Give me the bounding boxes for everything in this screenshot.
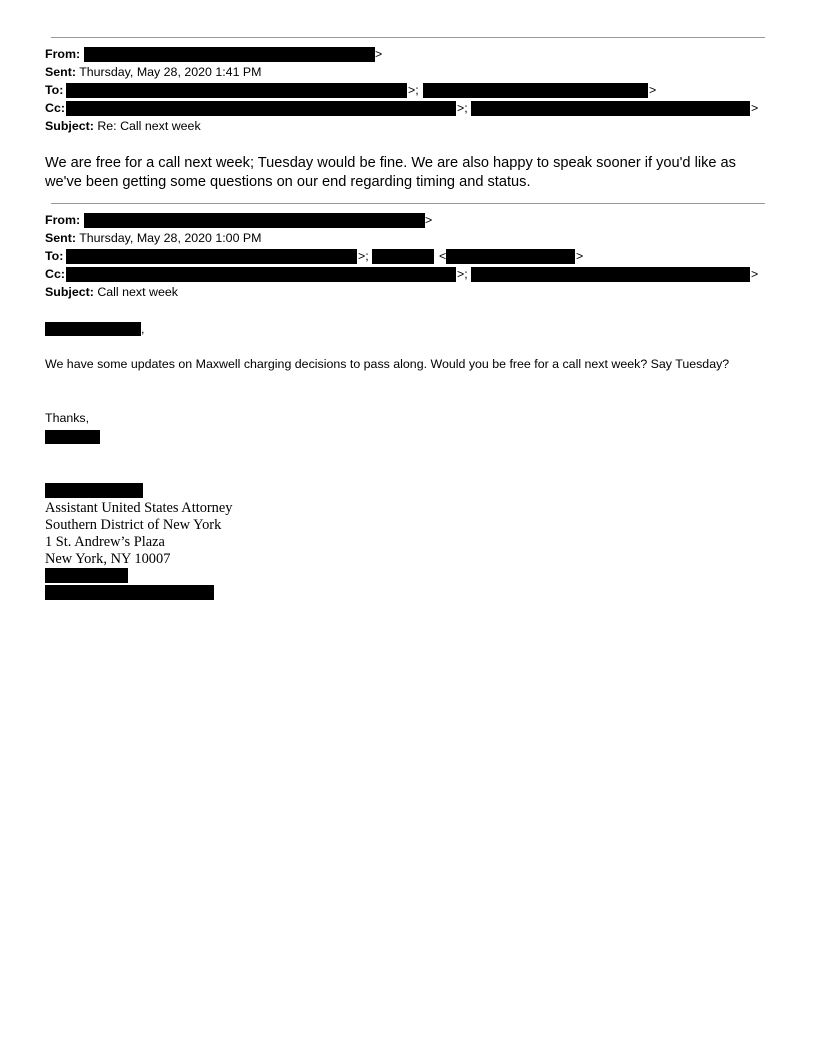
email1-cc-line bbox=[45, 99, 65, 117]
redaction-block bbox=[84, 47, 375, 62]
redaction-block bbox=[84, 213, 425, 228]
subject-value: Call next week bbox=[97, 285, 178, 299]
email2-sent-line bbox=[45, 229, 262, 247]
redaction-block bbox=[66, 83, 407, 98]
from-suffix: > bbox=[375, 47, 383, 61]
from-suffix: > bbox=[425, 213, 433, 227]
top-divider bbox=[51, 37, 765, 38]
redaction-block bbox=[446, 249, 575, 264]
email2-subject-line bbox=[45, 283, 178, 301]
to-separator: > bbox=[649, 83, 657, 97]
message-divider bbox=[51, 203, 765, 204]
email1-subject-line bbox=[45, 117, 201, 135]
to-separator: > bbox=[576, 249, 584, 263]
to-separator: < bbox=[439, 249, 447, 263]
cc-separator: >; bbox=[457, 101, 468, 115]
subject-label: Subject: bbox=[45, 119, 94, 133]
cc-label: Cc: bbox=[45, 267, 65, 281]
email2-to-line bbox=[45, 247, 63, 265]
subject-label: Subject: bbox=[45, 285, 94, 299]
cc-label: Cc: bbox=[45, 101, 65, 115]
redaction-block bbox=[471, 101, 750, 116]
signature-office: Southern District of New York bbox=[45, 517, 222, 533]
redaction-block bbox=[423, 83, 648, 98]
subject-value: Re: Call next week bbox=[97, 119, 201, 133]
greeting-comma: , bbox=[141, 322, 145, 336]
redaction-block bbox=[471, 267, 750, 282]
cc-separator: >; bbox=[457, 267, 468, 281]
email1-body: We are free for a call next week; Tuesday would be fine. We are also happy to speak sooner if you'd like as we've been getting some questions on our end regarding timing and status. bbox=[45, 155, 736, 190]
cc-separator: > bbox=[751, 267, 759, 281]
email2-cc-line bbox=[45, 265, 65, 283]
signature-address1: 1 St. Andrew’s Plaza bbox=[45, 534, 165, 550]
redaction-block bbox=[45, 568, 128, 583]
redaction-block bbox=[45, 430, 100, 444]
to-separator: >; bbox=[408, 83, 419, 97]
to-separator: >; bbox=[358, 249, 369, 263]
to-label: To: bbox=[45, 83, 64, 97]
redaction-block bbox=[66, 249, 357, 264]
email1-to-line bbox=[45, 81, 63, 99]
sent-value: Thursday, May 28, 2020 1:00 PM bbox=[79, 231, 262, 245]
signature-address2: New York, NY 10007 bbox=[45, 551, 171, 567]
email2-from-line bbox=[45, 211, 80, 229]
cc-separator: > bbox=[751, 101, 759, 115]
redaction-block bbox=[66, 101, 456, 116]
from-label: From: bbox=[45, 213, 81, 227]
sent-label: Sent: bbox=[45, 65, 76, 79]
to-label: To: bbox=[45, 249, 64, 263]
redaction-block bbox=[45, 322, 141, 336]
email2-closing: Thanks, bbox=[45, 411, 90, 425]
sent-value: Thursday, May 28, 2020 1:41 PM bbox=[79, 65, 262, 79]
signature-title: Assistant United States Attorney bbox=[45, 500, 233, 516]
email1-from-line bbox=[45, 45, 80, 63]
redaction-block bbox=[372, 249, 434, 264]
email1-sent-line bbox=[45, 63, 262, 81]
redaction-block bbox=[66, 267, 456, 282]
redaction-block bbox=[45, 483, 143, 498]
from-label: From: bbox=[45, 47, 81, 61]
redaction-block bbox=[45, 585, 214, 600]
sent-label: Sent: bbox=[45, 231, 76, 245]
email2-body: We have some updates on Maxwell charging decisions to pass along. Would you be free for a call next week? Say Tuesday? bbox=[45, 357, 730, 371]
